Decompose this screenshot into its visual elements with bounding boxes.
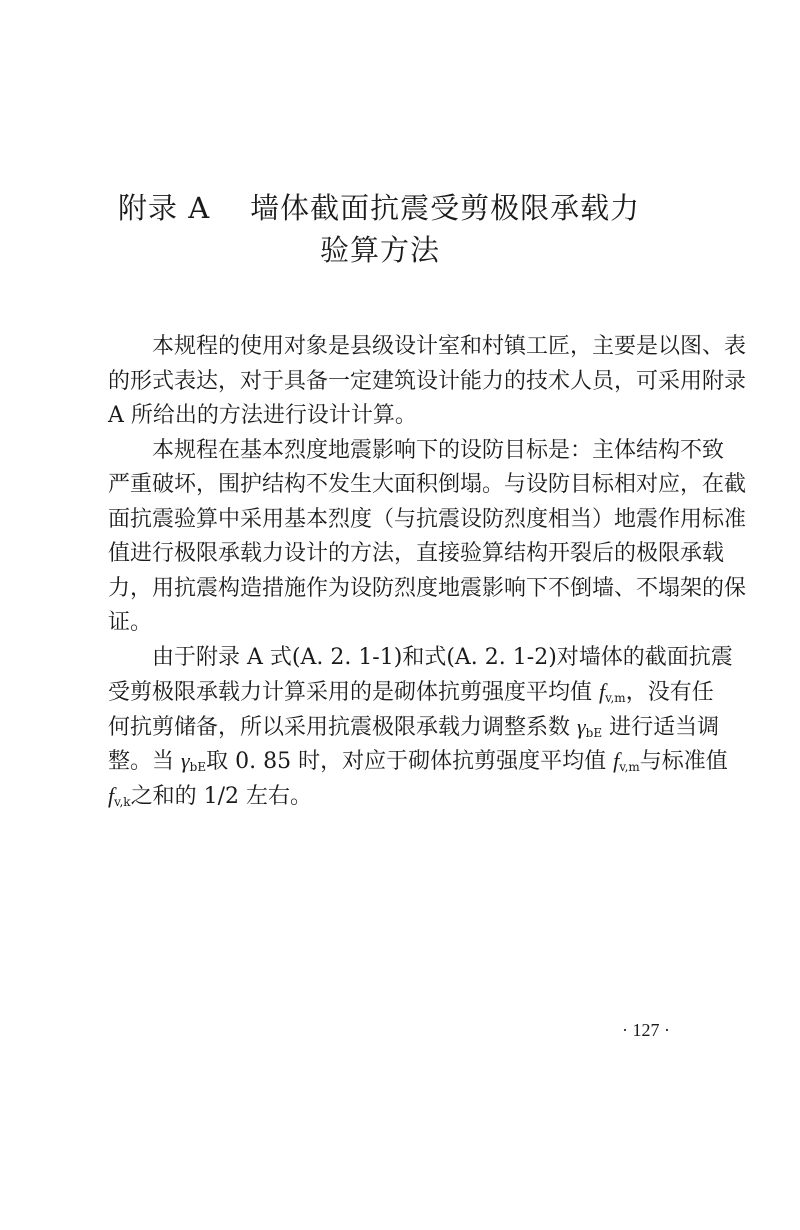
paragraph [108,641,733,814]
text-run: 由于附录 A 式(A. 2. 1-1)和式(A. 2. 1-2)对墙体的截面抗震 [152,644,733,670]
math-symbol: γ [577,713,586,739]
paragraph [108,434,747,641]
text-run: 值进行极限承载力设计的方法，直接验算结构开裂后的极限承载 [108,541,725,566]
text-line [108,744,728,779]
text-line [108,330,747,365]
text-run: 严重破坏，围护结构不发生大面积倒塌。与设防目标相对应，在截 [108,472,747,497]
text-line [108,365,747,400]
math-symbol: f [599,679,606,704]
subscript: bE [585,725,603,740]
math-symbol: f [108,782,115,808]
text-run: 的形式表达，对于具备一定建筑设计能力的技术人员，可采用附录 [108,368,747,394]
text-run: 整。当 [108,749,181,774]
text-line [108,434,725,469]
text-line [108,537,725,572]
text-run: 面抗震验算中采用基本烈度（与抗震设防烈度相当）地震作用标准 [108,506,747,532]
text-line [108,399,708,434]
text-run: 力，用抗震构造措施作为设防烈度地震影响下不倒墙、不塌架的保 [108,575,747,601]
body-text [108,330,747,813]
math-symbol: f [613,748,620,773]
text-run: 何抗剪储备，所以采用抗震极限承载力调整系数 [108,714,577,740]
text-line [108,503,747,538]
text-line [108,606,708,641]
text-run: A 所给出的方法进行设计计算。 [108,403,417,428]
paragraph [108,330,747,434]
subscript: v,k [114,794,131,809]
text-run: 受剪极限承载力计算采用的是砌体抗剪强度平均值 [108,680,599,705]
text-line [108,779,708,814]
text-run: 本规程在基本烈度地震影响下的设防目标是：主体结构不致 [152,437,725,463]
subscript: v,m [605,691,626,705]
appendix-title [118,186,640,227]
appendix-label: 附录 A [118,191,211,225]
text-line [108,468,747,503]
text-run: 与标准值 [639,749,728,774]
text-line [108,641,733,676]
text-run: ，没有任 [625,680,714,705]
math-symbol: γ [181,748,190,773]
subscript: v,m [619,760,640,774]
text-run: 进行适当调 [602,714,720,740]
text-run: 之和的 1/2 左右。 [130,783,312,809]
title-line-1: 墙体截面抗震受剪极限承载力 [250,191,641,225]
subscript: bE [189,760,207,774]
text-run: 取 0. 85 时，对应于砌体抗剪强度平均值 [206,749,614,774]
page-number: · 127 · [622,1020,670,1040]
text-line [108,710,720,745]
text-line [108,675,714,710]
title-line-2: 验算方法 [320,233,441,267]
text-run: 证。 [108,610,153,635]
text-line [108,572,747,607]
text-run: 本规程的使用对象是县级设计室和村镇工匠，主要是以图、表 [152,334,747,359]
